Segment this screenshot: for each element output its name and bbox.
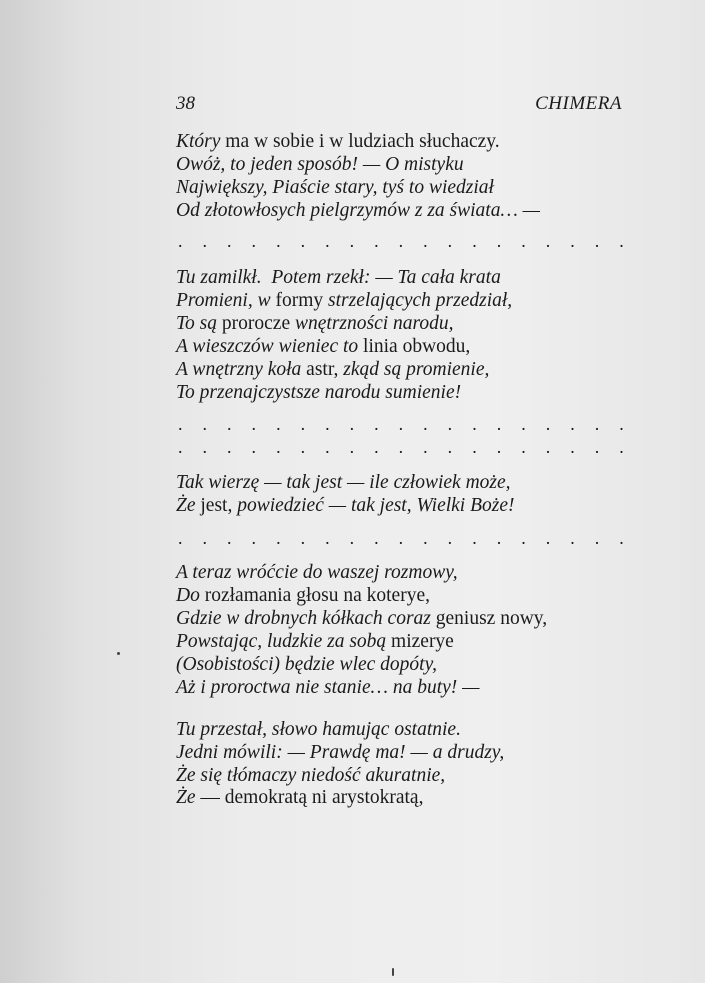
ellipsis-dot: . [325, 437, 330, 457]
verse-line [176, 607, 547, 630]
ellipsis-dot: . [349, 414, 355, 434]
ellipsis-dot: . [251, 231, 257, 251]
roman-text: — demokratą ni arystokratą, [195, 787, 424, 808]
ellipsis-dot: . [227, 231, 232, 251]
ellipsis-dot: . [251, 528, 257, 548]
italic-text: A wnętrzny koła [176, 359, 307, 380]
verse-line [176, 494, 514, 517]
ellipsis-dot: . [227, 437, 232, 457]
ellipsis-dot: . [349, 231, 355, 251]
verse-line [176, 381, 461, 404]
ellipsis-dot: . [447, 437, 453, 457]
ellipsis-row [178, 231, 624, 251]
ellipsis-dot: . [423, 414, 428, 434]
ellipsis-dot: . [398, 231, 404, 251]
ellipsis-dot: . [594, 231, 600, 251]
italic-text: To przenajczystsze narodu sumienie! [176, 382, 462, 403]
verse-line [176, 561, 458, 584]
ellipsis-dot: . [570, 414, 575, 434]
italic-text: Jedni mówili: — Prawdę ma! — a drudzy, [176, 742, 505, 763]
verse-line [176, 630, 454, 653]
verse-line [176, 335, 470, 358]
verse-line [176, 289, 512, 312]
italic-text: wnętrzności narodu, [294, 313, 454, 334]
ellipsis-dot: . [325, 414, 330, 434]
ellipsis-dot: . [276, 231, 281, 251]
ellipsis-dot: . [398, 528, 404, 548]
italic-text: (Osobistości) będzie wlec dopóty, [176, 654, 438, 675]
roman-text: astr, [306, 359, 344, 380]
ellipsis-dot: . [594, 437, 600, 457]
ellipsis-dot: . [202, 437, 208, 457]
ellipsis-dot: . [423, 528, 428, 548]
roman-text: geniusz nowy, [435, 608, 548, 629]
italic-text: Owóż, to jeden sposób! — O mistyku [176, 154, 464, 175]
ellipsis-dot: . [178, 437, 183, 457]
ellipsis-dot: . [300, 437, 306, 457]
ellipsis-dot: . [619, 437, 624, 457]
verse-line [176, 676, 480, 699]
ellipsis-dot: . [202, 528, 208, 548]
ellipsis-dot: . [447, 414, 453, 434]
italic-text: Tu przestał, słowo hamując ostatnie. [176, 719, 461, 740]
verse-line [176, 471, 511, 494]
ellipsis-dot: . [423, 437, 428, 457]
ellipsis-dot: . [325, 528, 330, 548]
ellipsis-dot: . [447, 528, 453, 548]
ellipsis-dot: . [374, 414, 379, 434]
ellipsis-dot: . [398, 437, 404, 457]
roman-text: rozłamania głosu na koterye, [204, 585, 430, 606]
ellipsis-dot: . [521, 231, 526, 251]
verse-line [176, 176, 494, 199]
italic-text: Gdzie w drobnych kółkach coraz [176, 608, 436, 629]
ellipsis-dot: . [423, 231, 428, 251]
ellipsis-dot: . [521, 414, 526, 434]
ellipsis-dot: . [545, 437, 551, 457]
ellipsis-dot: . [276, 437, 281, 457]
ellipsis-dot: . [300, 528, 306, 548]
ellipsis-dot: . [349, 528, 355, 548]
italic-text: Który [176, 131, 221, 152]
verse-line [176, 584, 430, 607]
verse-line [176, 653, 437, 676]
italic-text: Promieni, w [176, 290, 276, 311]
ellipsis-dot: . [545, 231, 551, 251]
verse-line [176, 786, 423, 809]
italic-text: To są [176, 313, 222, 334]
ellipsis-dot: . [349, 437, 355, 457]
ellipsis-dot: . [178, 414, 183, 434]
stray-mark [392, 968, 394, 976]
italic-text: strzelających przedział, [328, 290, 513, 311]
roman-text: jest, [200, 495, 238, 516]
roman-text: ma w sobie i w ludziach słuchaczy. [220, 131, 500, 152]
ellipsis-dot: . [594, 528, 600, 548]
italic-text: Tu zamilkł. Potem rzekł: — Ta cała krata [176, 267, 501, 288]
ellipsis-dot: . [570, 528, 575, 548]
roman-text: formy [275, 290, 329, 311]
italic-text: Że [176, 495, 201, 516]
ellipsis-row [178, 528, 624, 548]
page-number: 38 [176, 93, 195, 114]
italic-text: A teraz wróćcie do waszej rozmowy, [176, 562, 458, 583]
ellipsis-dot: . [594, 414, 600, 434]
ellipsis-dot: . [570, 231, 575, 251]
verse-line [176, 199, 540, 222]
ellipsis-dot: . [545, 414, 551, 434]
ellipsis-dot: . [496, 528, 502, 548]
roman-text: linia obwodu, [363, 336, 471, 357]
verse-line [176, 130, 500, 153]
italic-text: Że [176, 787, 196, 808]
ellipsis-dot: . [178, 528, 183, 548]
ellipsis-dot: . [374, 231, 379, 251]
italic-text: Do [176, 585, 205, 606]
ellipsis-dot: . [496, 231, 502, 251]
ellipsis-dot: . [300, 414, 306, 434]
verse-line [176, 266, 501, 289]
italic-text: Powstając, ludzkie za sobą [176, 631, 392, 652]
ellipsis-dot: . [276, 414, 281, 434]
verse-line [176, 718, 461, 741]
italic-text: powiedzieć — tak jest, Wielki Boże! [237, 495, 515, 516]
ellipsis-dot: . [325, 231, 330, 251]
running-title: CHIMERA [535, 93, 622, 114]
italic-text: Aż i proroctwa nie stanie… na buty! — [176, 677, 480, 698]
ellipsis-dot: . [447, 231, 453, 251]
ellipsis-dot: . [570, 437, 575, 457]
roman-text: mizerye [391, 631, 454, 652]
verse-line [176, 153, 464, 176]
ellipsis-dot: . [374, 528, 379, 548]
ellipsis-dot: . [496, 437, 502, 457]
ellipsis-dot: . [374, 437, 379, 457]
ellipsis-dot: . [276, 528, 281, 548]
italic-text: A wieszczów wieniec to [176, 336, 364, 357]
ellipsis-dot: . [251, 414, 257, 434]
ellipsis-dot: . [496, 414, 502, 434]
ellipsis-dot: . [202, 414, 208, 434]
ellipsis-dot: . [398, 414, 404, 434]
ellipsis-dot: . [545, 528, 551, 548]
roman-text: prorocze [221, 313, 295, 334]
ellipsis-row [178, 414, 624, 434]
ellipsis-row [178, 437, 624, 457]
verse-line [176, 764, 445, 787]
ellipsis-dot: . [521, 528, 526, 548]
ellipsis-dot: . [472, 437, 477, 457]
italic-text: Że się tłómaczy niedość akuratnie, [176, 765, 446, 786]
ellipsis-dot: . [521, 437, 526, 457]
ellipsis-dot: . [472, 414, 477, 434]
ellipsis-dot: . [202, 231, 208, 251]
ellipsis-dot: . [619, 231, 624, 251]
ellipsis-dot: . [472, 231, 477, 251]
italic-text: zkąd są promienie, [343, 359, 490, 380]
ellipsis-dot: . [472, 528, 477, 548]
stray-mark [117, 652, 120, 655]
ellipsis-dot: . [227, 414, 232, 434]
italic-text: Od złotowłosych pielgrzymów z za świata… — [176, 200, 541, 221]
italic-text: Największy, Piaście stary, tyś to wiedział [176, 177, 494, 198]
ellipsis-dot: . [178, 231, 183, 251]
verse-line [176, 358, 489, 381]
italic-text: Tak wierzę — tak jest — ile człowiek może, [176, 472, 511, 493]
ellipsis-dot: . [227, 528, 232, 548]
ellipsis-dot: . [619, 528, 624, 548]
ellipsis-dot: . [251, 437, 257, 457]
ellipsis-dot: . [619, 414, 624, 434]
verse-line [176, 312, 454, 335]
verse-line [176, 741, 504, 764]
ellipsis-dot: . [300, 231, 306, 251]
